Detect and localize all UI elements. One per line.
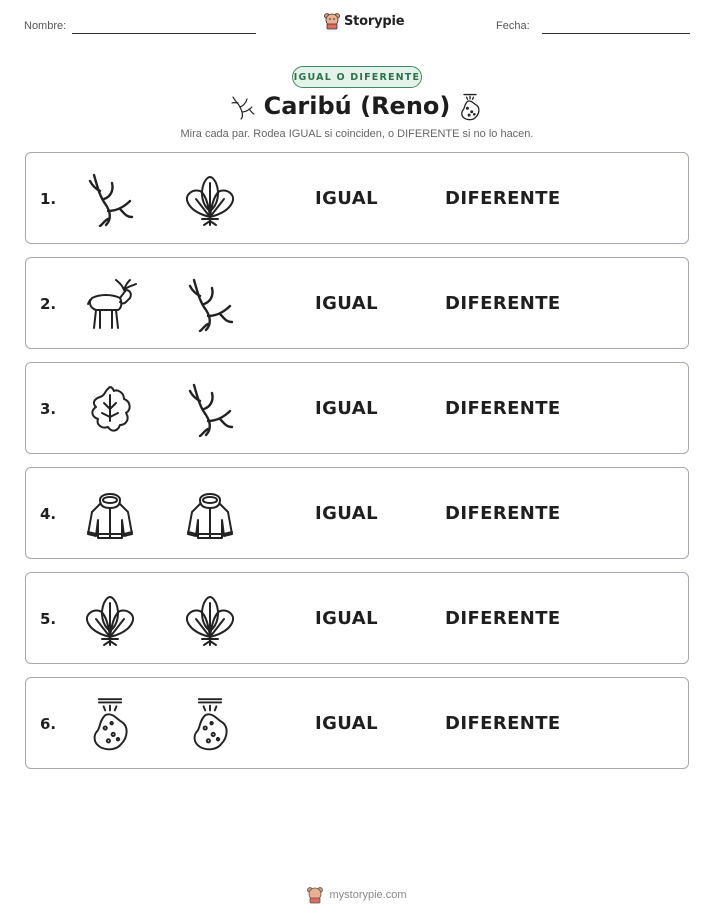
exercise-row	[25, 257, 689, 349]
row-number: 6.	[40, 715, 57, 733]
lichen-lamp-icon	[182, 696, 238, 752]
antler-icon	[182, 381, 238, 437]
lichen-icon	[82, 381, 138, 437]
bear-logo-icon	[307, 886, 323, 904]
plant-icon	[182, 171, 238, 227]
exercise-row	[25, 362, 689, 454]
same-option[interactable]: IGUAL	[315, 608, 378, 629]
different-option[interactable]: DIFERENTE	[445, 188, 561, 209]
exercise-row	[25, 152, 689, 244]
instructions: Mira cada par. Rodea IGUAL si coinciden, o DIFERENTE si no lo hacen.	[180, 128, 534, 140]
different-option[interactable]: DIFERENTE	[445, 608, 561, 629]
date-field[interactable]	[542, 33, 690, 34]
row-number: 4.	[40, 505, 57, 523]
different-option[interactable]: DIFERENTE	[445, 503, 561, 524]
antler-icon	[82, 171, 138, 227]
row-number: 5.	[40, 610, 57, 628]
row-number: 3.	[40, 400, 57, 418]
bear-logo-icon	[324, 12, 340, 30]
parka-icon	[182, 486, 238, 542]
lichen-lamp-icon	[82, 696, 138, 752]
lichen-lamp-icon	[458, 92, 482, 126]
plant-icon	[182, 591, 238, 647]
name-field[interactable]	[72, 33, 256, 34]
same-option[interactable]: IGUAL	[315, 188, 378, 209]
different-option[interactable]: DIFERENTE	[445, 713, 561, 734]
same-option[interactable]: IGUAL	[315, 398, 378, 419]
storypie-logo	[324, 12, 404, 30]
plant-icon	[82, 591, 138, 647]
parka-icon	[82, 486, 138, 542]
same-option[interactable]: IGUAL	[315, 713, 378, 734]
logo-text: Storypie	[344, 13, 405, 29]
exercise-row	[25, 467, 689, 559]
footer	[0, 886, 714, 904]
different-option[interactable]: DIFERENTE	[445, 398, 561, 419]
same-option[interactable]: IGUAL	[315, 503, 378, 524]
footer-url: mystorypie.com	[329, 889, 407, 901]
same-option[interactable]: IGUAL	[315, 293, 378, 314]
title-row	[0, 92, 714, 126]
antler-icon	[229, 92, 257, 126]
name-label: Nombre:	[24, 20, 67, 32]
moose-icon	[82, 276, 138, 332]
exercise-row	[25, 572, 689, 664]
page-title: Caribú (Reno)	[263, 92, 451, 120]
row-number: 1.	[40, 190, 57, 208]
row-number: 2.	[40, 295, 57, 313]
antler-icon	[182, 276, 238, 332]
activity-badge: IGUAL O DIFERENTE	[292, 66, 422, 88]
exercise-row	[25, 677, 689, 769]
date-label: Fecha:	[496, 20, 530, 32]
different-option[interactable]: DIFERENTE	[445, 293, 561, 314]
